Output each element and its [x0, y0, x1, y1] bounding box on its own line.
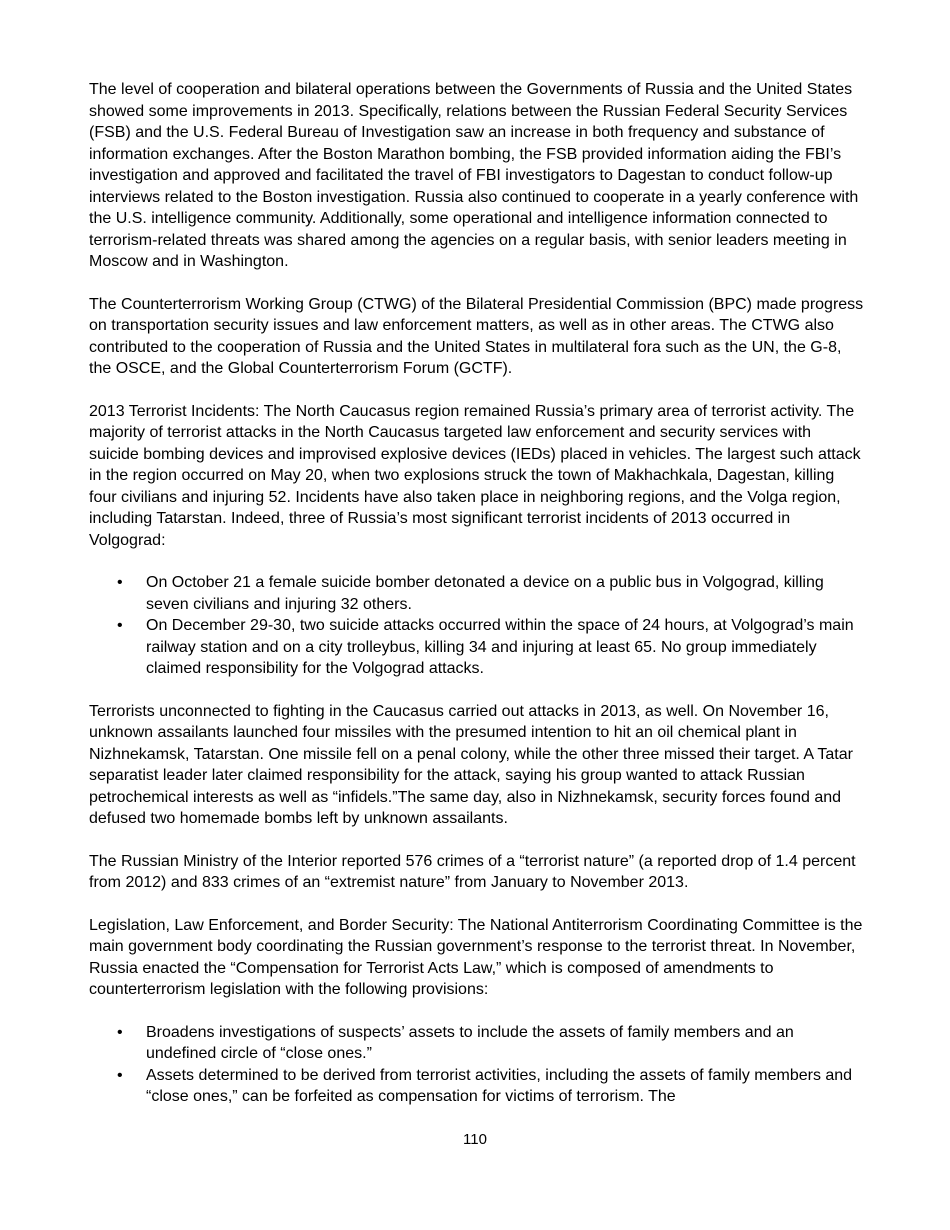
list-item: [89, 1065, 864, 1108]
law-provisions-list: [89, 1022, 864, 1108]
bullet-icon: •: [117, 1023, 123, 1041]
volgograd-incidents-list: [89, 572, 864, 680]
incidents-body-text: The North Caucasus region remained Russia’s primary area of terrorist activity. The majority of terrorist attacks in the North Caucasus targeted law enforcement and security services with suicide bombing devices and improvised explosive devices (IEDs) placed in vehicles. The largest such attack in the region occurred on May 20, when two explosions struck the town of Makhachkala, Dagestan, killing four civilians and injuring 52. Incidents have also taken place in neighboring regions, and the Volga region, including Tatarstan. Indeed, three of Russia’s most significant terrorist incidents of 2013 occurred in Volgograd:: [89, 402, 861, 549]
list-item: [89, 572, 864, 615]
list-item-text: Broadens investigations of suspects’ assets to include the assets of family members and an undefined circle of “close ones.”: [146, 1023, 794, 1062]
paragraph-legislation: [89, 915, 864, 1001]
list-item: [89, 615, 864, 680]
bullet-icon: •: [117, 574, 123, 591]
list-item-text: On October 21 a female suicide bomber detonated a device on a public bus in Volgograd, killing seven civilians and injuring 32 others.: [146, 574, 824, 613]
section-heading-legislation: Legislation, Law Enforcement, and Border Security:: [89, 916, 454, 934]
bullet-icon: •: [117, 1066, 123, 1084]
page-number: 110: [463, 1131, 487, 1148]
paragraph-cooperation: The level of cooperation and bilateral operations between the Governments of Russia and the United States showed some improvements in 2013. Specifically, relations between the Russian Federal Security Services (FSB) and the U.S. Federal Bureau of Investigation saw an increase in both frequency and substance of information exchanges. After the Boston Marathon bombing, the FSB provided information aiding the FBI’s investigation and approved and facilitated the travel of FBI investigators to Dagestan to conduct follow-up interviews related to the Boston investigation. Russia also continued to cooperate in a yearly conference with the U.S. intelligence community. Additionally, some operational and intelligence information connected to terrorism-related threats was shared among the agencies on a regular basis, with senior leaders meeting in Moscow and in Washington.: [89, 81, 859, 270]
list-item-text: On December 29-30, two suicide attacks occurred within the space of 24 hours, at Volgograd’s main railway station and on a city trolleybus, killing 34 and injuring at least 65. No group immediately claimed responsibility for the Volgograd attacks.: [146, 617, 854, 677]
paragraph-terrorist-incidents: [89, 401, 864, 552]
list-item-text: Assets determined to be derived from terrorist activities, including the assets of family members and “close ones,” can be forfeited as compensation for victims of terrorism. The: [146, 1066, 853, 1105]
paragraph-ctwg: The Counterterrorism Working Group (CTWG) of the Bilateral Presidential Commission (BPC) made progress on transportation security issues and law enforcement matters, as well as in other areas. The CTWG also contributed to the cooperation of Russia and the United States in multilateral fora such as the UN, the G-8, the OSCE, and the Global Counterterrorism Forum (GCTF).: [89, 295, 864, 377]
paragraph-unconnected-attacks: Terrorists unconnected to fighting in the Caucasus carried out attacks in 2013, as well. On November 16, unknown assailants launched four missiles with the presumed intention to hit an oil chemical plant in Nizhnekamsk, Tatarstan. One missile fell on a penal colony, while the other three missed their target. A Tatar separatist leader later claimed responsibility for the attack, saying his group wanted to attack Russian petrochemical interests as well as “infidels.”The same day, also in Nizhnekamsk, security forces found and defused two homemade bombs left by unknown assailants.: [89, 702, 853, 827]
paragraph-ministry-statistics: The Russian Ministry of the Interior reported 576 crimes of a “terrorist nature” (a reported drop of 1.4 percent from 2012) and 833 crimes of an “extremist nature” from January to November 2013.: [89, 852, 856, 891]
section-heading-terrorist-incidents: 2013 Terrorist Incidents:: [89, 402, 260, 420]
legislation-body-text: The National Antiterrorism Coordinating Committee is the main government body coordinating the Russian government’s response to the terrorist threat. In November, Russia enacted the “Compensation for Terrorist Acts Law,” which is composed of amendments to counterterrorism legislation with the following provisions:: [89, 916, 863, 998]
bullet-icon: •: [117, 617, 123, 634]
list-item: [89, 1022, 864, 1065]
document-page: [89, 79, 864, 1129]
